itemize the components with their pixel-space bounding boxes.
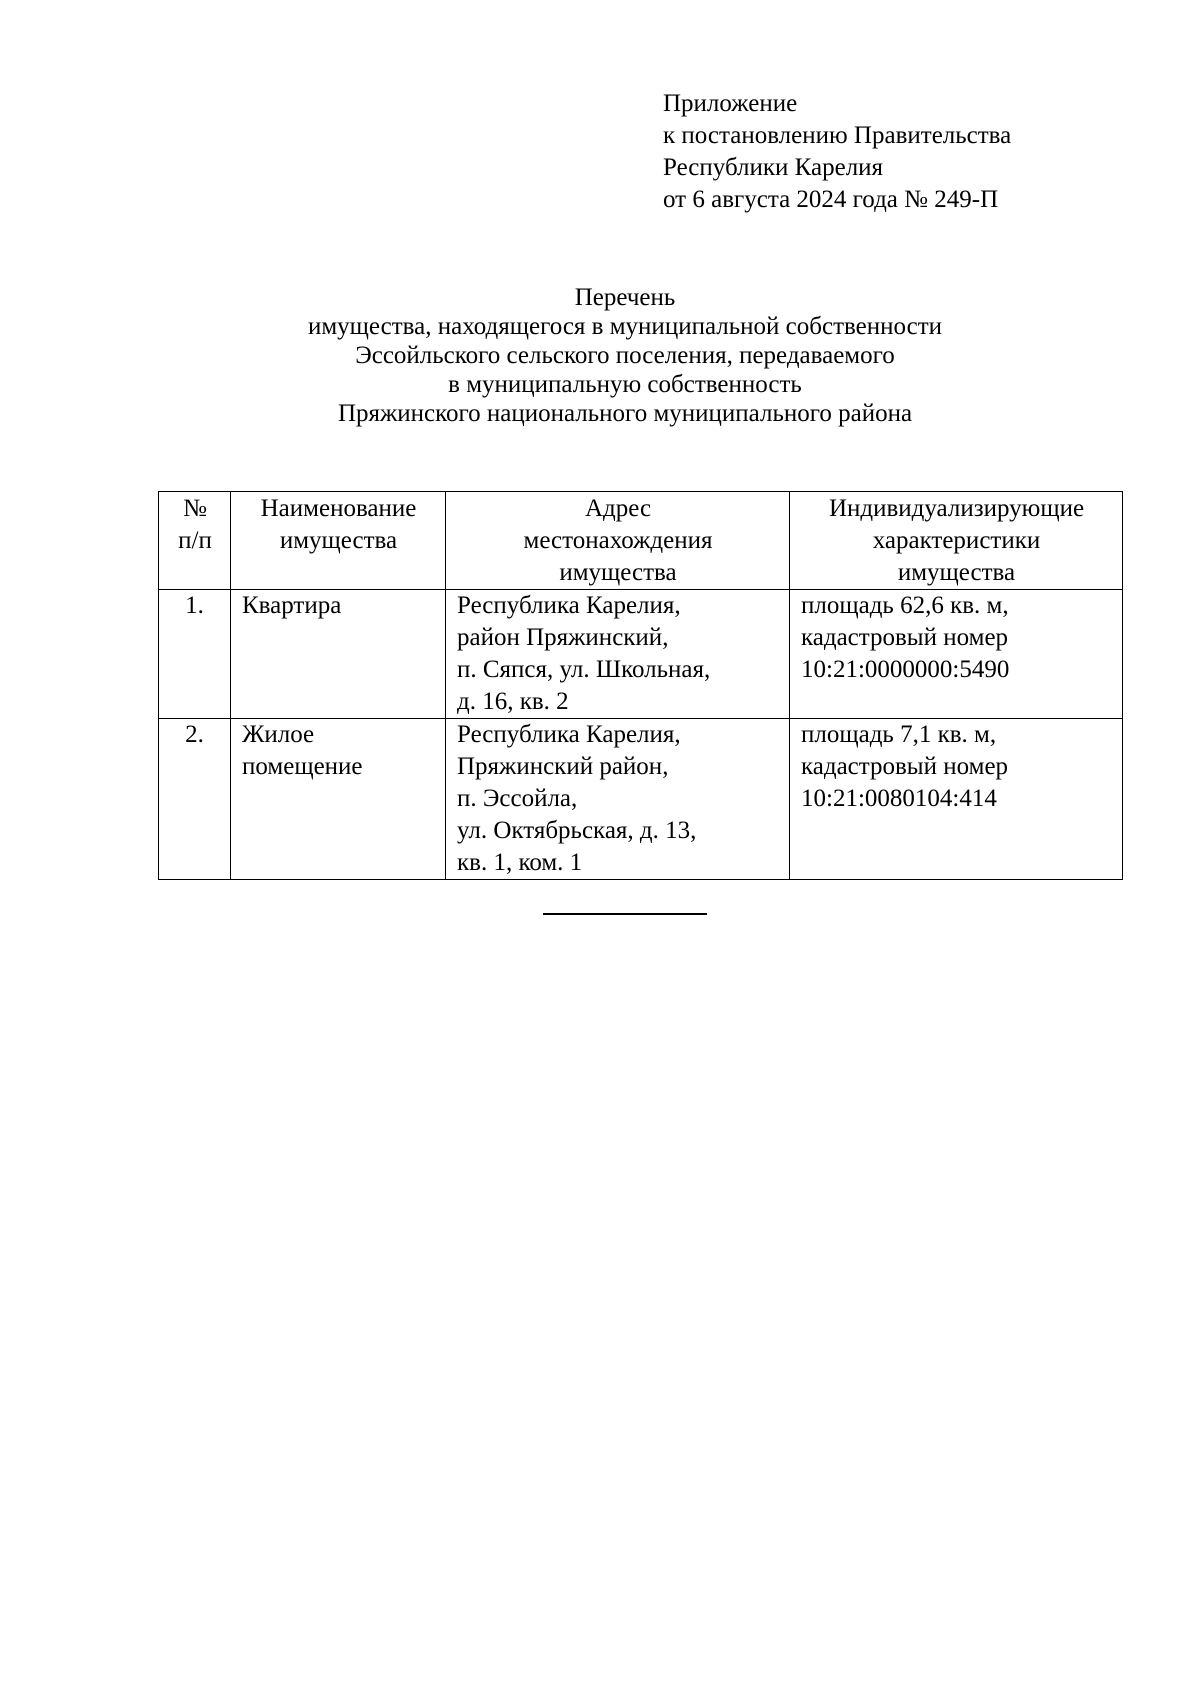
document-title bbox=[0, 283, 1200, 428]
title-line: Эссойльского сельского поселения, передаваемого bbox=[355, 342, 895, 369]
header-text: местонахождения bbox=[523, 527, 713, 554]
appendix-line: Приложение bbox=[663, 90, 798, 117]
header-text: Адрес bbox=[584, 495, 652, 522]
header-text: характеристики bbox=[872, 527, 1041, 554]
cell-text: Республика Карелия, bbox=[457, 721, 681, 748]
cell-address bbox=[446, 590, 790, 719]
header-text: Наименование bbox=[260, 495, 417, 522]
cell-text: район Пряжинский, bbox=[457, 624, 669, 651]
cell-text: помещение bbox=[242, 753, 363, 780]
appendix-line: к постановлению Правительства bbox=[663, 122, 1012, 149]
header-text: имущества bbox=[897, 559, 1016, 586]
cell-name bbox=[231, 719, 446, 880]
cell-text: Пряжинский район, bbox=[457, 753, 669, 780]
cell-text: 2. bbox=[185, 721, 204, 748]
title-line: Перечень bbox=[574, 284, 676, 311]
cell-text: кв. 1, ком. 1 bbox=[457, 849, 583, 876]
cell-characteristics bbox=[790, 719, 1123, 880]
header-address bbox=[446, 492, 790, 590]
cell-text: Республика Карелия, bbox=[457, 592, 681, 619]
cell-name bbox=[231, 590, 446, 719]
appendix-line: Республики Карелия bbox=[663, 154, 884, 181]
header-text: п/п bbox=[178, 527, 212, 554]
cell-text: 10:21:0000000:5490 bbox=[801, 656, 1010, 683]
table-header-row bbox=[159, 492, 1123, 590]
cell-number bbox=[159, 719, 231, 880]
cell-number bbox=[159, 590, 231, 719]
cell-text: п. Эссойла, bbox=[457, 785, 578, 812]
header-text: имущества bbox=[559, 559, 677, 586]
cell-text: ул. Октябрьская, д. 13, bbox=[457, 817, 697, 844]
cell-text: Квартира bbox=[242, 592, 342, 619]
cell-address bbox=[446, 719, 790, 880]
appendix-line: от 6 августа 2024 года № 249-П bbox=[663, 186, 999, 213]
header-number bbox=[159, 492, 231, 590]
cell-text: площадь 62,6 кв. м, bbox=[801, 592, 1009, 619]
title-line: в муниципальную собственность bbox=[448, 371, 802, 398]
cell-text: 10:21:0080104:414 bbox=[801, 785, 997, 812]
appendix-block bbox=[663, 88, 1011, 216]
table-row bbox=[159, 590, 1123, 719]
title-line: имущества, находящегося в муниципальной собственности bbox=[307, 313, 943, 340]
header-text: имущества bbox=[279, 527, 398, 554]
cell-text: Жилое bbox=[242, 721, 315, 748]
header-characteristics bbox=[790, 492, 1123, 590]
title-line: Пряжинского национального муниципального района bbox=[337, 400, 913, 427]
cell-text: кадастровый номер bbox=[801, 624, 1009, 651]
end-separator-line bbox=[543, 913, 707, 915]
cell-text: кадастровый номер bbox=[801, 753, 1009, 780]
header-text: Индивидуализирующие bbox=[828, 495, 1085, 522]
cell-text: п. Сяпся, ул. Школьная, bbox=[457, 656, 711, 683]
table-row bbox=[159, 719, 1123, 880]
cell-characteristics bbox=[790, 590, 1123, 719]
header-text: № bbox=[183, 495, 207, 522]
cell-text: 1. bbox=[185, 592, 204, 619]
cell-text: д. 16, кв. 2 bbox=[457, 688, 569, 715]
property-table bbox=[158, 491, 1123, 880]
cell-text: площадь 7,1 кв. м, bbox=[801, 721, 997, 748]
header-name bbox=[231, 492, 446, 590]
